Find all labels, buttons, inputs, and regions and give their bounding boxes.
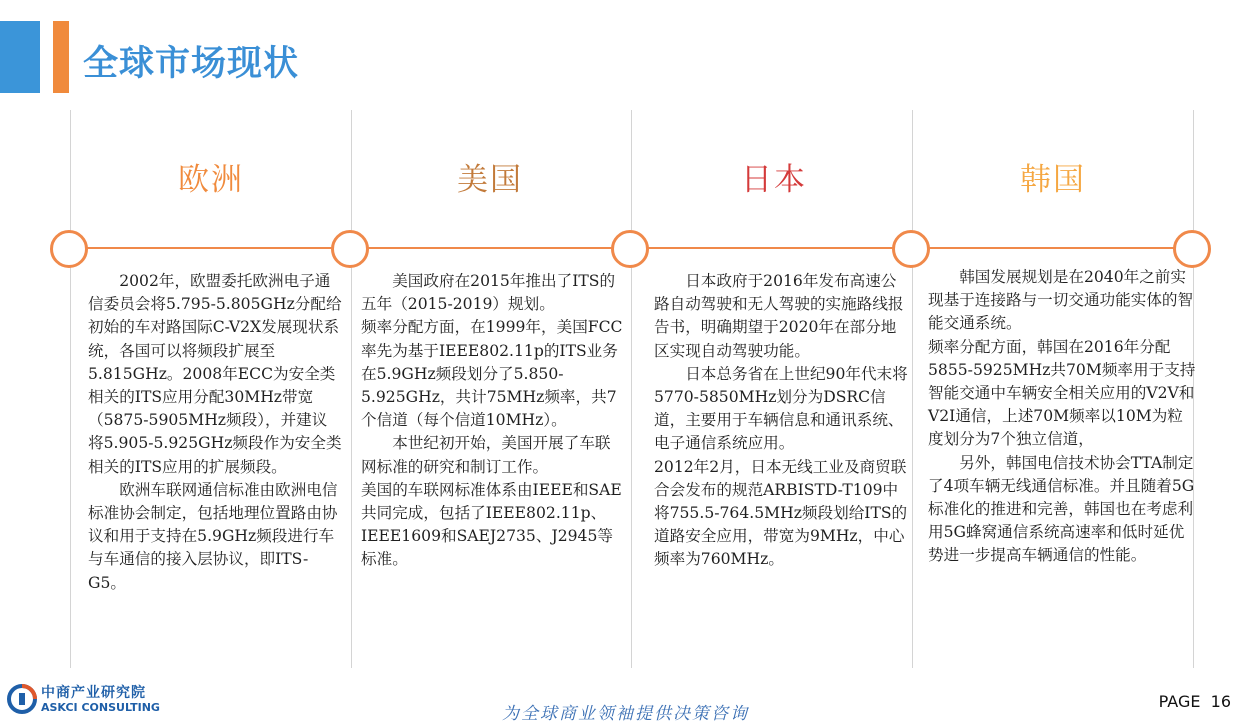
timeline-node: [331, 230, 369, 268]
page-title: 全球市场现状: [83, 44, 300, 84]
usa-paragraph: 频率分配方面，在1999年，美国FCC率先为基于IEEE802.11p的ITS业务在5.9GHz频段划分了5.850-5.925GHz，共计75MHz频率，共7个信道（每个信道10MHz）。: [361, 318, 623, 430]
japan-text: [654, 270, 909, 572]
japan-paragraph: 日本总务省在上世纪90年代末将5770-5850MHz划分为DSRC信道，主要用于车辆信息和通讯系统、电子通信系统应用。: [654, 364, 908, 453]
column-divider: [631, 110, 632, 668]
timeline-node: [50, 230, 88, 268]
usa-paragraph: 美国的车联网标准体系由IEEE和SAE共同完成，包括了IEEE802.11p、IEEE1609和SAEJ2735、J2945等标准。: [361, 480, 622, 569]
timeline-node: [611, 230, 649, 268]
timeline-node: [892, 230, 930, 268]
korea-text: [928, 266, 1196, 568]
column-divider: [70, 110, 71, 668]
logo-name-cn: 中商产业研究院: [41, 684, 146, 701]
korea-paragraph: 韩国发展规划是在2040年之前实现基于连接路与一切交通功能实体的智能交通系统。: [928, 268, 1194, 333]
korea-paragraph: 频率分配方面，韩国在2016年分配5855-5925MHz共70M频率用于支持智能交通中车辆安全相关应用的V2V和V2I通信，上述70M频率以10M为粒度划分为7个独立信道，: [928, 337, 1196, 449]
europe-paragraph: 2002年，欧盟委托欧洲电子通信委员会将5.795-5.805GHz分配给初始的车对路国际C-V2X发展现状系统，各国可以将频段扩展至5.815GHz。2008年ECC为安全类相关的ITS应用分配30MHz带宽（5875-5905MHz频段），并建议将5.905-5.925GHz频段作为安全类相关的ITS应用的扩展频段。: [88, 272, 342, 476]
europe-text: [88, 270, 342, 595]
europe-paragraph: 欧洲车联网通信标准由欧洲电信标准协会制定，包括地理位置路由协议和用于支持在5.9GHz频段进行车与车通信的接入层协议，即ITS-G5。: [88, 480, 338, 592]
japan-paragraph: 日本政府于2016年发布高速公路自动驾驶和无人驾驶的实施路线报告书，明确期望于2020年在部分地区实现自动驾驶功能。: [654, 272, 904, 360]
logo-name-en: ASKCI CONSULTING: [41, 700, 160, 714]
korea-paragraph: 另外，韩国电信技术协会TTA制定了4项车辆无线通信标准。并且随着5G标准化的推进和完善，韩国也在考虑利用5G蜂窝通信系统高速率和低时延优势进一步提高车辆通信的性能。: [928, 453, 1195, 565]
column-divider: [351, 110, 352, 668]
heading-japan: 日本: [741, 162, 807, 198]
japan-paragraph: 2012年2月，日本无线工业及商贸联合会发布的规范ARBISTD-T109中将755.5-764.5MHz频段划给ITS的道路安全应用，带宽为9MHz，中心频率为760MHz。: [654, 457, 908, 569]
page-number: PAGE 16: [1158, 692, 1231, 711]
footer-slogan: 为全球商业领袖提供决策咨询: [502, 704, 749, 724]
title-accent-blue: [0, 21, 40, 93]
heading-europe: 欧洲: [178, 162, 244, 198]
timeline-node: [1173, 230, 1211, 268]
title-accent-orange: [53, 21, 69, 93]
usa-text: [361, 270, 623, 572]
usa-paragraph: 美国政府在2015年推出了ITS的五年（2015-2019）规划。: [361, 272, 616, 314]
heading-usa: 美国: [457, 162, 523, 198]
usa-paragraph: 本世纪初开始，美国开展了车联网标准的研究和制订工作。: [361, 434, 611, 476]
heading-korea: 韩国: [1020, 162, 1086, 198]
column-divider: [912, 110, 913, 668]
